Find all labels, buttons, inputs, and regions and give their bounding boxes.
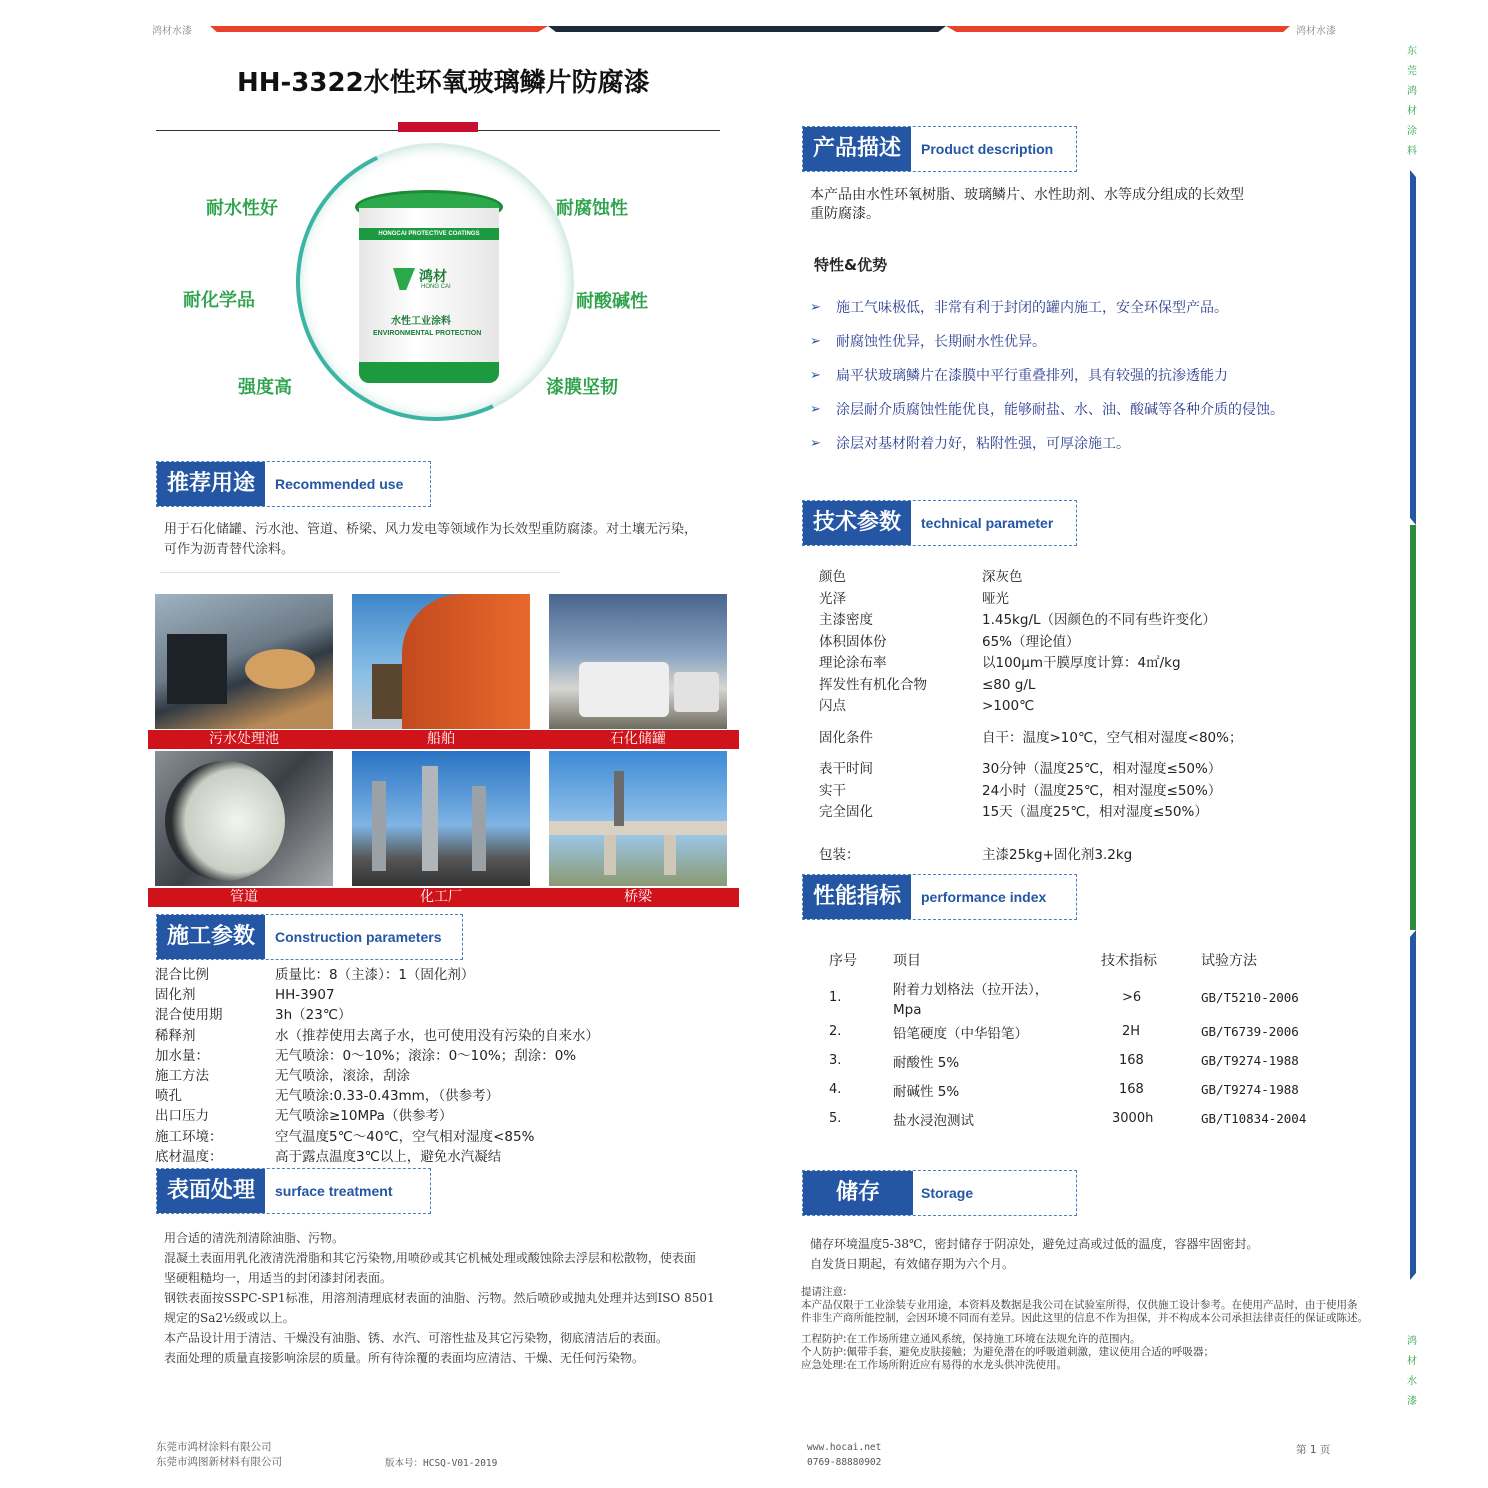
notes <box>801 1286 1368 1372</box>
surface-line: 钢铁表面按SSPC-SP1标准，用溶剂清理底材表面的油脂、污物。然后喷砂或抛丸处理并达到ISO 8501 <box>164 1291 715 1305</box>
photo-petro-tank <box>549 594 727 729</box>
technical-value: >100℃ <box>982 698 1035 714</box>
caption-pipeline: 管道 <box>230 889 258 905</box>
description-line-1: 本产品由水性环氧树脂、玻璃鳞片、水性助剂、水等成分组成的长效型 <box>810 187 1244 203</box>
top-stripe-red-right <box>946 26 1290 32</box>
section-product-description <box>802 126 1077 172</box>
technical-key: 完全固化 <box>819 804 873 820</box>
perf-row-method: GB/T6739-2006 <box>1201 1024 1299 1039</box>
section-title-en: technical parameter <box>921 515 1054 531</box>
surface-line: 表面处理的质量直接影响涂层的质量。所有待涂覆的表面均应清洁、干燥、无任何污染物。 <box>164 1351 645 1365</box>
technical-key: 闪点 <box>819 698 846 714</box>
construction-value: 无气喷涂:0.33-0.43mm，（供参考） <box>275 1088 500 1105</box>
recommended-text-2: 可作为沥青替代涂料。 <box>164 542 295 557</box>
construction-key: 施工环境： <box>155 1128 223 1145</box>
paint-can <box>355 190 503 390</box>
section-construction <box>156 914 463 960</box>
perf-row-value: 168 <box>1119 1053 1144 1068</box>
footer-contact <box>807 1440 881 1470</box>
construction-key: 固化剂 <box>155 987 196 1004</box>
section-title-cn: 表面处理 <box>157 1169 265 1213</box>
section-title-en: Storage <box>921 1185 974 1201</box>
construction-key: 施工方法 <box>155 1068 209 1085</box>
construction-value: 无气喷涂，滚涂，刮涂 <box>275 1068 410 1085</box>
notes-title: 提请注意: <box>801 1286 847 1298</box>
footer-website[interactable]: www.hocai.net <box>807 1442 882 1453</box>
section-performance-index <box>802 874 1077 920</box>
section-title-cn: 产品描述 <box>803 127 911 171</box>
technical-value: 65%（理论值） <box>982 633 1080 650</box>
footer-phone: 0769-88880902 <box>807 1457 882 1468</box>
construction-value: 无气喷涂：0～10%；滚涂：0～10%；刮涂：0% <box>275 1047 577 1064</box>
notes-line: 个人防护:佩带手套，避免皮肤接触；为避免潜在的呼吸道刺激，建议使用合适的呼吸器； <box>801 1346 1215 1358</box>
notes-line: 工程防护:在工作场所建立通风系统，保持施工环境在法规允许的范围内。 <box>801 1333 1141 1345</box>
perf-row-no: 5. <box>829 1111 842 1126</box>
advantage-item: ➢ 耐腐蚀性优异，长期耐水性优异。 <box>810 332 1284 366</box>
advantages-title: 特性&优势 <box>814 256 888 274</box>
perf-header-no: 序号 <box>829 953 857 969</box>
advantage-item: ➢ 施工气味极低，非常有利于封闭的罐内施工，安全环保型产品。 <box>810 298 1284 332</box>
perf-row-value: 3000h <box>1112 1111 1154 1126</box>
construction-key: 喷孔 <box>155 1088 182 1105</box>
technical-key: 体积固体份 <box>819 633 887 650</box>
title-underline-accent <box>398 122 478 132</box>
side-bar-blue-2 <box>1410 930 1416 1280</box>
caption-petro-tank: 石化储罐 <box>610 731 666 747</box>
top-stripe-red-left <box>210 26 548 32</box>
feature-tough-film: 漆膜坚韧 <box>546 377 618 398</box>
feature-chemical-resistant: 耐化学品 <box>183 290 255 311</box>
caption-ship: 船舶 <box>427 731 455 747</box>
top-stripe-dark <box>548 26 946 32</box>
technical-values-1 <box>982 567 1216 718</box>
photo-sewage-pool <box>155 594 333 729</box>
technical-value: 24小时（温度25℃，相对湿度≤50%） <box>982 782 1222 799</box>
feature-high-strength: 强度高 <box>238 377 292 398</box>
technical-key: 实干 <box>819 782 846 799</box>
perf-row-method: GB/T10834-2004 <box>1201 1111 1307 1126</box>
construction-key: 稀释剂 <box>155 1027 196 1044</box>
technical-value: 以100μm干膜厚度计算：4㎡/kg <box>982 655 1181 671</box>
advantage-item: ➢ 涂层耐介质腐蚀性能优良，能够耐盐、水、油、酸碱等各种介质的侵蚀。 <box>810 400 1284 434</box>
technical-key: 表干时间 <box>819 761 873 777</box>
perf-row-method: GB/T9274-1988 <box>1201 1053 1299 1068</box>
storage-line-1: 储存环境温度5-38℃，密封储存于阴凉处，避免过高或过低的温度，容器牢固密封。 <box>810 1237 1259 1251</box>
section-title-cn: 技术参数 <box>803 501 911 545</box>
advantage-item: ➢ 扁平状玻璃鳞片在漆膜中平行重叠排列，具有较强的抗渗透能力 <box>810 366 1284 400</box>
can-logo-cn: 鸿材 <box>419 269 447 285</box>
footer-company-1: 东莞市鸿材涂料有限公司 <box>156 1441 272 1453</box>
can-env: ENVIRONMENTAL PROTECTION <box>373 330 482 337</box>
advantages-list <box>810 298 1284 468</box>
technical-key: 颜色 <box>819 569 846 585</box>
can-band-top: HONGCAI PROTECTIVE COATINGS <box>359 228 499 240</box>
footer-companies <box>156 1440 282 1470</box>
perf-row-no: 1. <box>829 990 842 1005</box>
technical-value: ≤80 g/L <box>982 676 1036 693</box>
technical-keys-2 <box>819 759 873 824</box>
notes-line: 件非生产商所能控制，会因环境不同而有差异。因此这里的信息不作为担保，并不构成本公司承担法律责任的保证或陈述。 <box>801 1312 1368 1324</box>
footer-company-2: 东莞市鸿图新材料有限公司 <box>156 1456 282 1468</box>
construction-key: 出口压力 <box>155 1108 209 1125</box>
perf-header-method: 试验方法 <box>1201 953 1257 969</box>
side-bar-blue-1 <box>1410 170 1416 525</box>
technical-key: 光泽 <box>819 590 846 607</box>
photo-bridge <box>549 751 727 886</box>
perf-row-value: 168 <box>1119 1082 1144 1097</box>
construction-value: 3h（23℃） <box>275 1007 352 1024</box>
surface-text <box>164 1228 715 1368</box>
technical-keys-1 <box>819 567 927 718</box>
technical-value: 1.45kg/L（因颜色的不同有些许变化） <box>982 612 1217 628</box>
feature-corrosion-resistant: 耐腐蚀性 <box>556 198 628 219</box>
section-title-en: Construction parameters <box>275 929 442 945</box>
feature-acid-alkali: 耐酸碱性 <box>576 291 648 312</box>
construction-key: 混合比例 <box>155 967 209 983</box>
construction-value: 高于露点温度3℃以上，避免水汽凝结 <box>275 1148 502 1165</box>
footer-page-number: 第 1 页 <box>1296 1444 1331 1456</box>
perf-row-item <box>893 980 1048 1020</box>
photo-chemical-plant <box>352 751 530 886</box>
storage-line-2: 自发货日期起，有效储存期为六个月。 <box>810 1257 1015 1271</box>
construction-values <box>275 965 599 1167</box>
can-band-bottom <box>359 362 499 383</box>
photo-pipeline <box>155 751 333 886</box>
perf-row-item: 盐水浸泡测试 <box>893 1113 974 1129</box>
surface-line: 混凝土表面用乳化液清洗滑脂和其它污染物,用喷砂或其它机械处理或酸蚀除去浮层和松散物，使表面 <box>164 1251 696 1265</box>
section-title-cn: 推荐用途 <box>157 462 265 506</box>
perf-row-item: 铅笔硬度（中华铅笔） <box>893 1026 1028 1042</box>
photo-ship <box>352 594 530 729</box>
section-title-en: Recommended use <box>275 476 404 492</box>
section-title-en: performance index <box>921 889 1047 905</box>
construction-value: 质量比：8（主漆）：1（固化剂） <box>275 967 475 983</box>
perf-row-no: 2. <box>829 1024 842 1039</box>
recommended-divider <box>160 572 560 573</box>
section-surface-treatment <box>156 1168 431 1214</box>
recommended-text-1: 用于石化储罐、污水池、管道、桥梁、风力发电等领域作为长效型重防腐漆。对土壤无污染， <box>164 522 698 537</box>
perf-item-line: Mpa <box>893 1002 922 1018</box>
description-line-2: 重防腐漆。 <box>810 206 880 222</box>
technical-value-cure: 自干：温度>10℃，空气相对湿度<80%； <box>982 730 1243 746</box>
technical-value-pack: 主漆25kg+固化剂3.2kg <box>982 847 1133 863</box>
perf-row-no: 3. <box>829 1053 842 1068</box>
page-title: HH-3322水性环氧玻璃鳞片防腐漆 <box>237 68 650 98</box>
description-text <box>810 186 1244 224</box>
construction-value: 空气温度5℃～40℃，空气相对湿度<85% <box>275 1128 535 1145</box>
surface-line: 规定的Sa2½级或以上。 <box>164 1311 295 1325</box>
technical-value: 哑光 <box>982 590 1009 607</box>
caption-sewage-pool: 污水处理池 <box>209 731 279 747</box>
section-title-en: surface treatment <box>275 1183 393 1199</box>
perf-row-method: GB/T9274-1988 <box>1201 1082 1299 1097</box>
perf-row-value: 2H <box>1122 1024 1141 1039</box>
feature-water-resistant: 耐水性好 <box>206 198 278 219</box>
perf-header-index: 技术指标 <box>1101 953 1157 969</box>
brand-left: 鸿材水漆 <box>152 26 192 37</box>
technical-key: 理论涂布率 <box>819 655 887 671</box>
construction-value: 水（推荐使用去离子水，也可使用没有污染的自来水） <box>275 1027 599 1044</box>
section-title-en: Product description <box>921 141 1054 157</box>
perf-row-value: >6 <box>1122 990 1142 1005</box>
side-text-top: 东 莞 鸿 材 涂 料 <box>1407 46 1417 157</box>
perf-row-method: GB/T5210-2006 <box>1201 990 1299 1005</box>
footer-version: 版本号：HCSQ-V01-2019 <box>385 1458 498 1469</box>
perf-row-item: 耐酸性 5% <box>893 1055 960 1071</box>
section-technical-parameter <box>802 500 1077 546</box>
construction-key: 混合使用期 <box>155 1007 223 1024</box>
brand-right: 鸿材水漆 <box>1296 26 1336 37</box>
caption-bridge: 桥梁 <box>624 889 652 905</box>
advantage-item: ➢ 涂层对基材附着力好，粘附性强，可厚涂施工。 <box>810 434 1284 468</box>
construction-keys <box>155 965 223 1167</box>
construction-key: 底材温度： <box>155 1148 223 1165</box>
technical-key-cure: 固化条件 <box>819 730 873 746</box>
construction-key: 加水量： <box>155 1047 209 1064</box>
notes-line: 应急处理:在工作场所附近应有易得的水龙头供冲洗使用。 <box>801 1359 1068 1371</box>
caption-chemical-plant: 化工厂 <box>420 889 462 905</box>
section-title-cn: 性能指标 <box>803 875 911 919</box>
surface-line: 本产品设计用于清洁、干燥没有油脂、锈、水汽、可溶性盐及其它污染物，彻底清洁后的表面。 <box>164 1331 669 1345</box>
technical-value: 15天（温度25℃，相对湿度≤50%） <box>982 804 1208 820</box>
technical-key-pack: 包装： <box>819 847 860 863</box>
side-bar-green <box>1410 525 1416 930</box>
surface-line: 坚硬粗糙均一，用适当的封闭漆封闭表面。 <box>164 1271 393 1285</box>
perf-item-line: 附着力划格法（拉开法）， <box>893 982 1049 998</box>
technical-key: 挥发性有机化合物 <box>819 676 927 693</box>
perf-header-item: 项目 <box>893 953 921 969</box>
section-storage <box>802 1170 1077 1216</box>
construction-value: 无气喷涂≥10MPa（供参考） <box>275 1108 453 1125</box>
technical-values-2 <box>982 759 1221 824</box>
construction-value: HH-3907 <box>275 987 335 1004</box>
surface-line: 用合适的清洗剂清除油脂、污物。 <box>164 1231 345 1245</box>
section-recommended-use <box>156 461 431 507</box>
technical-value: 30分钟（温度25℃，相对湿度≤50%） <box>982 761 1222 777</box>
storage-text <box>810 1234 1258 1274</box>
side-text-bottom: 鸿 材 水 漆 <box>1407 1336 1417 1407</box>
can-logo-en: HONG CAI <box>421 284 451 290</box>
technical-value: 深灰色 <box>982 569 1023 585</box>
section-title-cn: 施工参数 <box>157 915 265 959</box>
perf-row-item: 耐碱性 5% <box>893 1084 960 1100</box>
technical-key: 主漆密度 <box>819 612 873 628</box>
section-title-cn: 储存 <box>803 1171 913 1215</box>
notes-line: 本产品仅限于工业涂装专业用途，本资料及数据是我公司在试验室所得，仅供施工设计参考。在使用产品时，由于使用条 <box>801 1299 1358 1311</box>
perf-row-no: 4. <box>829 1082 842 1097</box>
can-water-line: 水性工业涂料 <box>391 316 451 327</box>
